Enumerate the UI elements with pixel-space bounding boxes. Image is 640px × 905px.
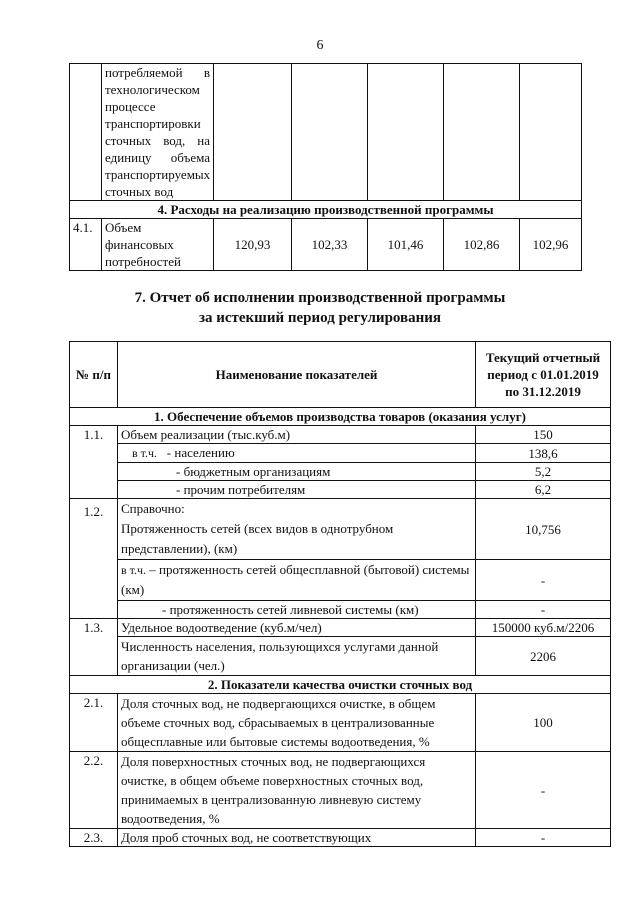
table-row <box>70 829 611 847</box>
row-label: - бюджетным организациям <box>118 463 476 481</box>
table-row <box>70 426 611 444</box>
header-row <box>70 342 611 408</box>
continued-table <box>69 63 582 271</box>
section-row <box>70 408 611 426</box>
value-cell: 6,2 <box>476 481 611 499</box>
value-cell: 102,96 <box>520 219 582 271</box>
row-label: в т.ч. – протяженность сетей общесплавной (бытовой) системы (км) <box>118 560 476 601</box>
table-row <box>70 481 611 499</box>
value-cell: 100 <box>476 694 611 752</box>
row-number: 2.3. <box>70 829 118 847</box>
row-number: 1.1. <box>70 426 118 499</box>
value-cell: - <box>476 601 611 619</box>
row-label: Удельное водоотведение (куб.м/чел) <box>118 619 476 637</box>
value-cell: - <box>476 560 611 601</box>
value-cell: 101,46 <box>368 219 444 271</box>
heading-line-1: 7. Отчет об исполнении производственной программы <box>134 290 506 306</box>
value-cell: 120,93 <box>214 219 292 271</box>
section-title: 2. Показатели качества очистки сточных вод <box>70 676 611 694</box>
row-label: Доля поверхностных сточных вод, не подвергающихся очистке, в общем объеме поверхностных сточных вод, принимаемых в централизованную ливневую систему водоотведения, % <box>118 752 476 829</box>
table-row <box>70 694 611 752</box>
header-num: № п/п <box>70 342 118 408</box>
section-heading <box>0 288 640 328</box>
report-table <box>69 341 611 847</box>
row-number: 1.3. <box>70 619 118 676</box>
section-title: 4. Расходы на реализацию производственной программы <box>70 201 582 219</box>
table-row <box>70 752 611 829</box>
row-label: Объем финансовых потребностей <box>102 219 214 271</box>
table-row <box>70 444 611 463</box>
table-row <box>70 64 582 201</box>
row-label: - прочим потребителям <box>118 481 476 499</box>
value-cell: 150000 куб.м/2206 <box>476 619 611 637</box>
value-cell: 10,756 <box>476 499 611 560</box>
value-cell: 138,6 <box>476 444 611 463</box>
row-label: Доля сточных вод, не подвергающихся очистке, в общем объеме сточных вод, сбрасываемых в централизованные общесплавные или бытовые системы водоотведения, % <box>118 694 476 752</box>
table-row <box>70 619 611 637</box>
row-label: в т.ч. - населению <box>118 444 476 463</box>
row-number: 4.1. <box>70 219 102 271</box>
row-number: 2.1. <box>70 694 118 752</box>
value-cell: - <box>476 829 611 847</box>
table-row <box>70 219 582 271</box>
table-row <box>70 637 611 676</box>
value-cell: 2206 <box>476 637 611 676</box>
row-number: 1.2. <box>70 499 118 619</box>
header-period: Текущий отчетный период с 01.01.2019 по 31.12.2019 <box>476 342 611 408</box>
heading-line-2: за истекший период регулирования <box>198 310 442 326</box>
section-row <box>70 201 582 219</box>
value-cell: 102,86 <box>444 219 520 271</box>
row-label: потребляемой в технологическом процессе транспортировки сточных вод, на единицу объема транспортируемых сточных вод <box>102 64 214 201</box>
table-row <box>70 601 611 619</box>
value-cell: - <box>476 752 611 829</box>
row-label: Численность населения, пользующихся услугами данной организации (чел.) <box>118 637 476 676</box>
table-row <box>70 560 611 601</box>
row-label: Справочно: Протяженность сетей (всех видов в однотрубном представлении), (км) <box>118 499 476 560</box>
header-name: Наименование показателей <box>118 342 476 408</box>
row-number: 2.2. <box>70 752 118 829</box>
page-number: 6 <box>316 38 324 53</box>
table-row <box>70 463 611 481</box>
row-label: Объем реализации (тыс.куб.м) <box>118 426 476 444</box>
row-label: Доля проб сточных вод, не соответствующих <box>118 829 476 847</box>
value-cell: 5,2 <box>476 463 611 481</box>
value-cell: 150 <box>476 426 611 444</box>
value-cell: 102,33 <box>292 219 368 271</box>
row-label: - протяженность сетей ливневой системы (км) <box>118 601 476 619</box>
section-title: 1. Обеспечение объемов производства товаров (оказания услуг) <box>70 408 611 426</box>
section-row <box>70 676 611 694</box>
table-row <box>70 499 611 560</box>
